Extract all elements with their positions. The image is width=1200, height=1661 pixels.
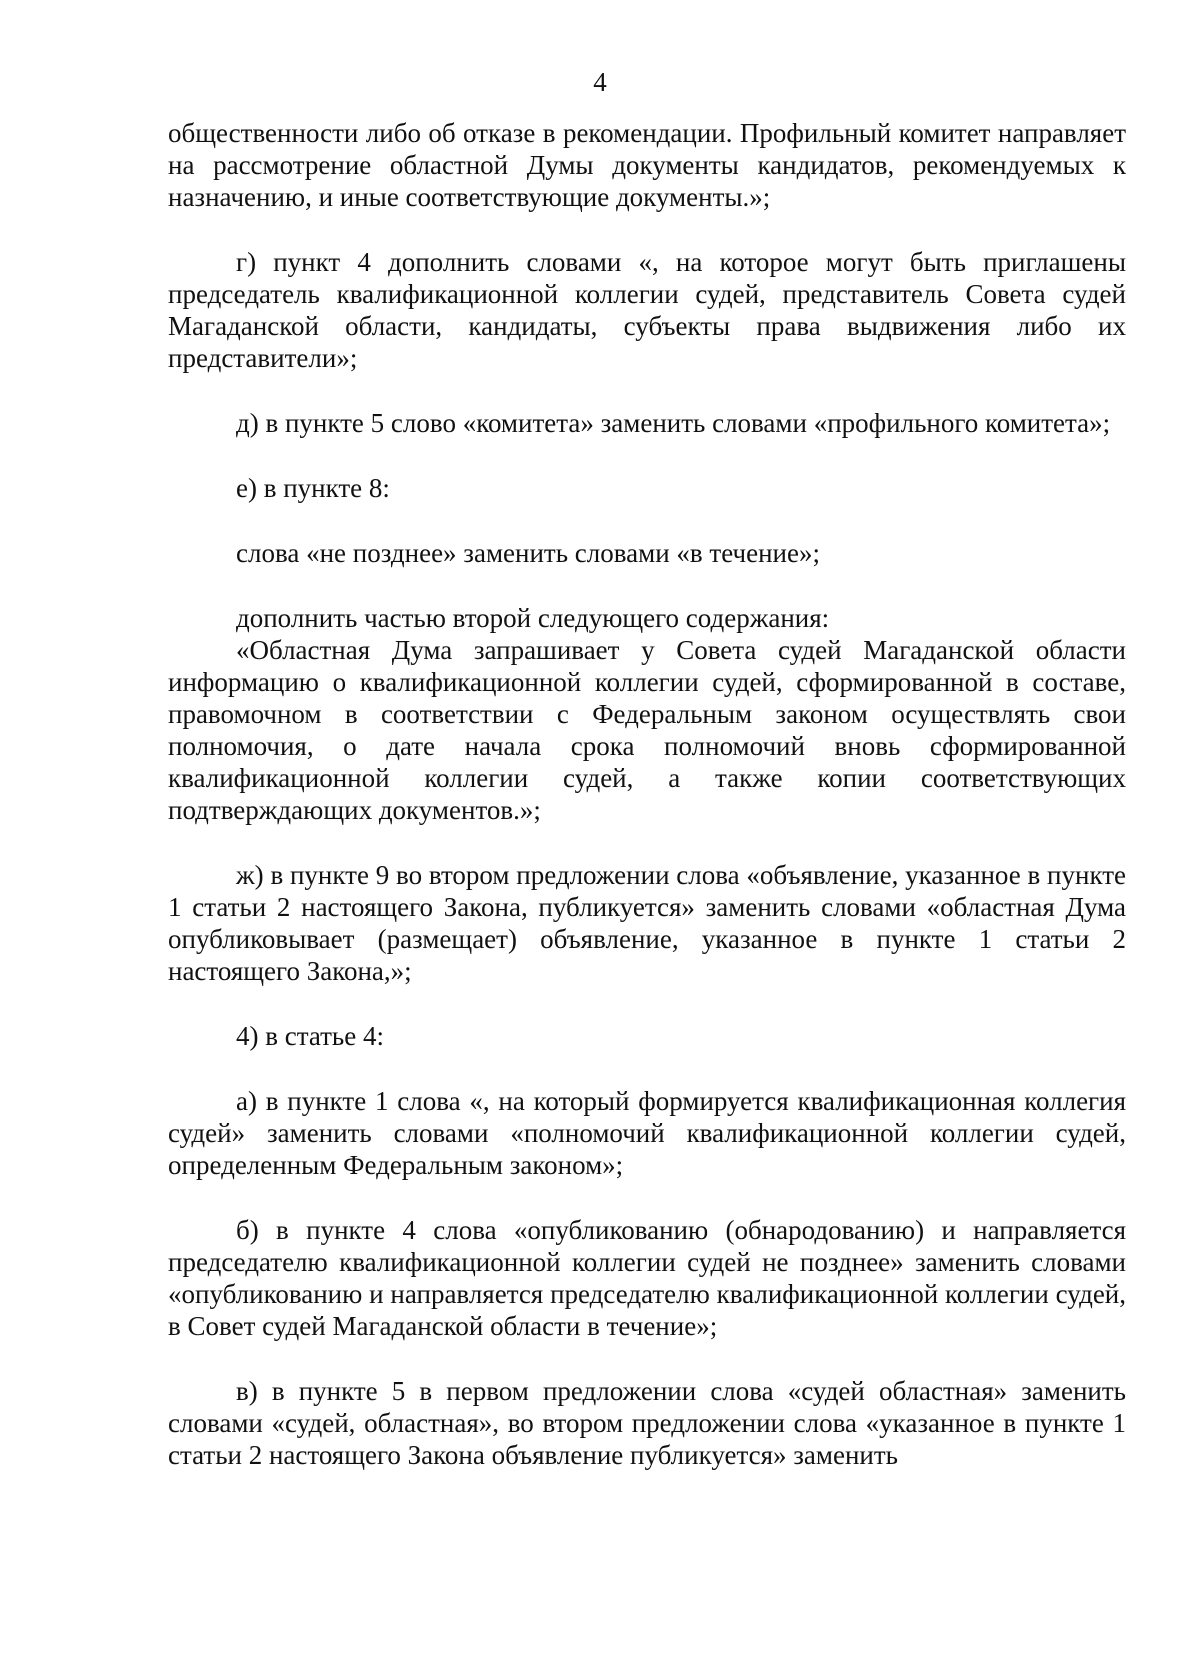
paragraph-item-e-words: слова «не позднее» заменить словами «в течение»;	[236, 538, 820, 568]
paragraph-item-g: г) пункт 4 дополнить словами «, на которое могут быть приглашены председатель квалификационной коллегии судей, представитель Совета судей Магаданской области, кандидаты, субъекты права выдвижения либо их представители»;	[168, 247, 1126, 373]
page-number: 4	[593, 67, 607, 97]
paragraph-item-b: б) в пункте 4 слова «опубликованию (обнародованию) и направляется председателю квалификационной коллегии судей не позднее» заменить словами «опубликованию и направляется председателю квалификационной коллегии судей, в Совет судей Магаданской области в течение»;	[168, 1215, 1126, 1341]
paragraph-item-d: д) в пункте 5 слово «комитета» заменить словами «профильного комитета»;	[236, 408, 1111, 438]
paragraph-article-4: 4) в статье 4:	[236, 1021, 384, 1051]
paragraph-item-v: в) в пункте 5 в первом предложении слова «судей областная» заменить словами «судей, областная», во втором предложении слова «указанное в пункте 1 статьи 2 настоящего Закона объявление публикуется» заменить	[168, 1376, 1126, 1470]
paragraph-quoted-text: «Областная Дума запрашивает у Совета судей Магаданской области информацию о квалификационной коллегии судей, сформированной в составе, правомочном в соответствии с Федеральным законом осуществлять свои полномочия, о дате начала срока полномочий вновь сформированной квалификационной коллегии судей, а также копии соответствующих подтверждающих документов.»;	[168, 635, 1126, 825]
paragraph-item-e-supplement: дополнить частью второй следующего содержания:	[236, 603, 830, 633]
paragraph-item-e: е) в пункте 8:	[236, 473, 390, 503]
paragraph-item-zh: ж) в пункте 9 во втором предложении слова «объявление, указанное в пункте 1 статьи 2 настоящего Закона, публикуется» заменить словами «областная Дума опубликовывает (размещает) объявление, указанное в пункте 1 статьи 2 настоящего Закона,»;	[168, 860, 1126, 986]
paragraph-continuation: общественности либо об отказе в рекомендации. Профильный комитет направляет на рассмотрение областной Думы документы кандидатов, рекомендуемых к назначению, и иные соответствующие документы.»;	[168, 118, 1126, 212]
document-body	[168, 117, 1126, 1471]
paragraph-item-a: а) в пункте 1 слова «, на который формируется квалификационная коллегия судей» заменить словами «полномочий квалификационной коллегии судей, определенным Федеральным законом»;	[168, 1086, 1126, 1180]
